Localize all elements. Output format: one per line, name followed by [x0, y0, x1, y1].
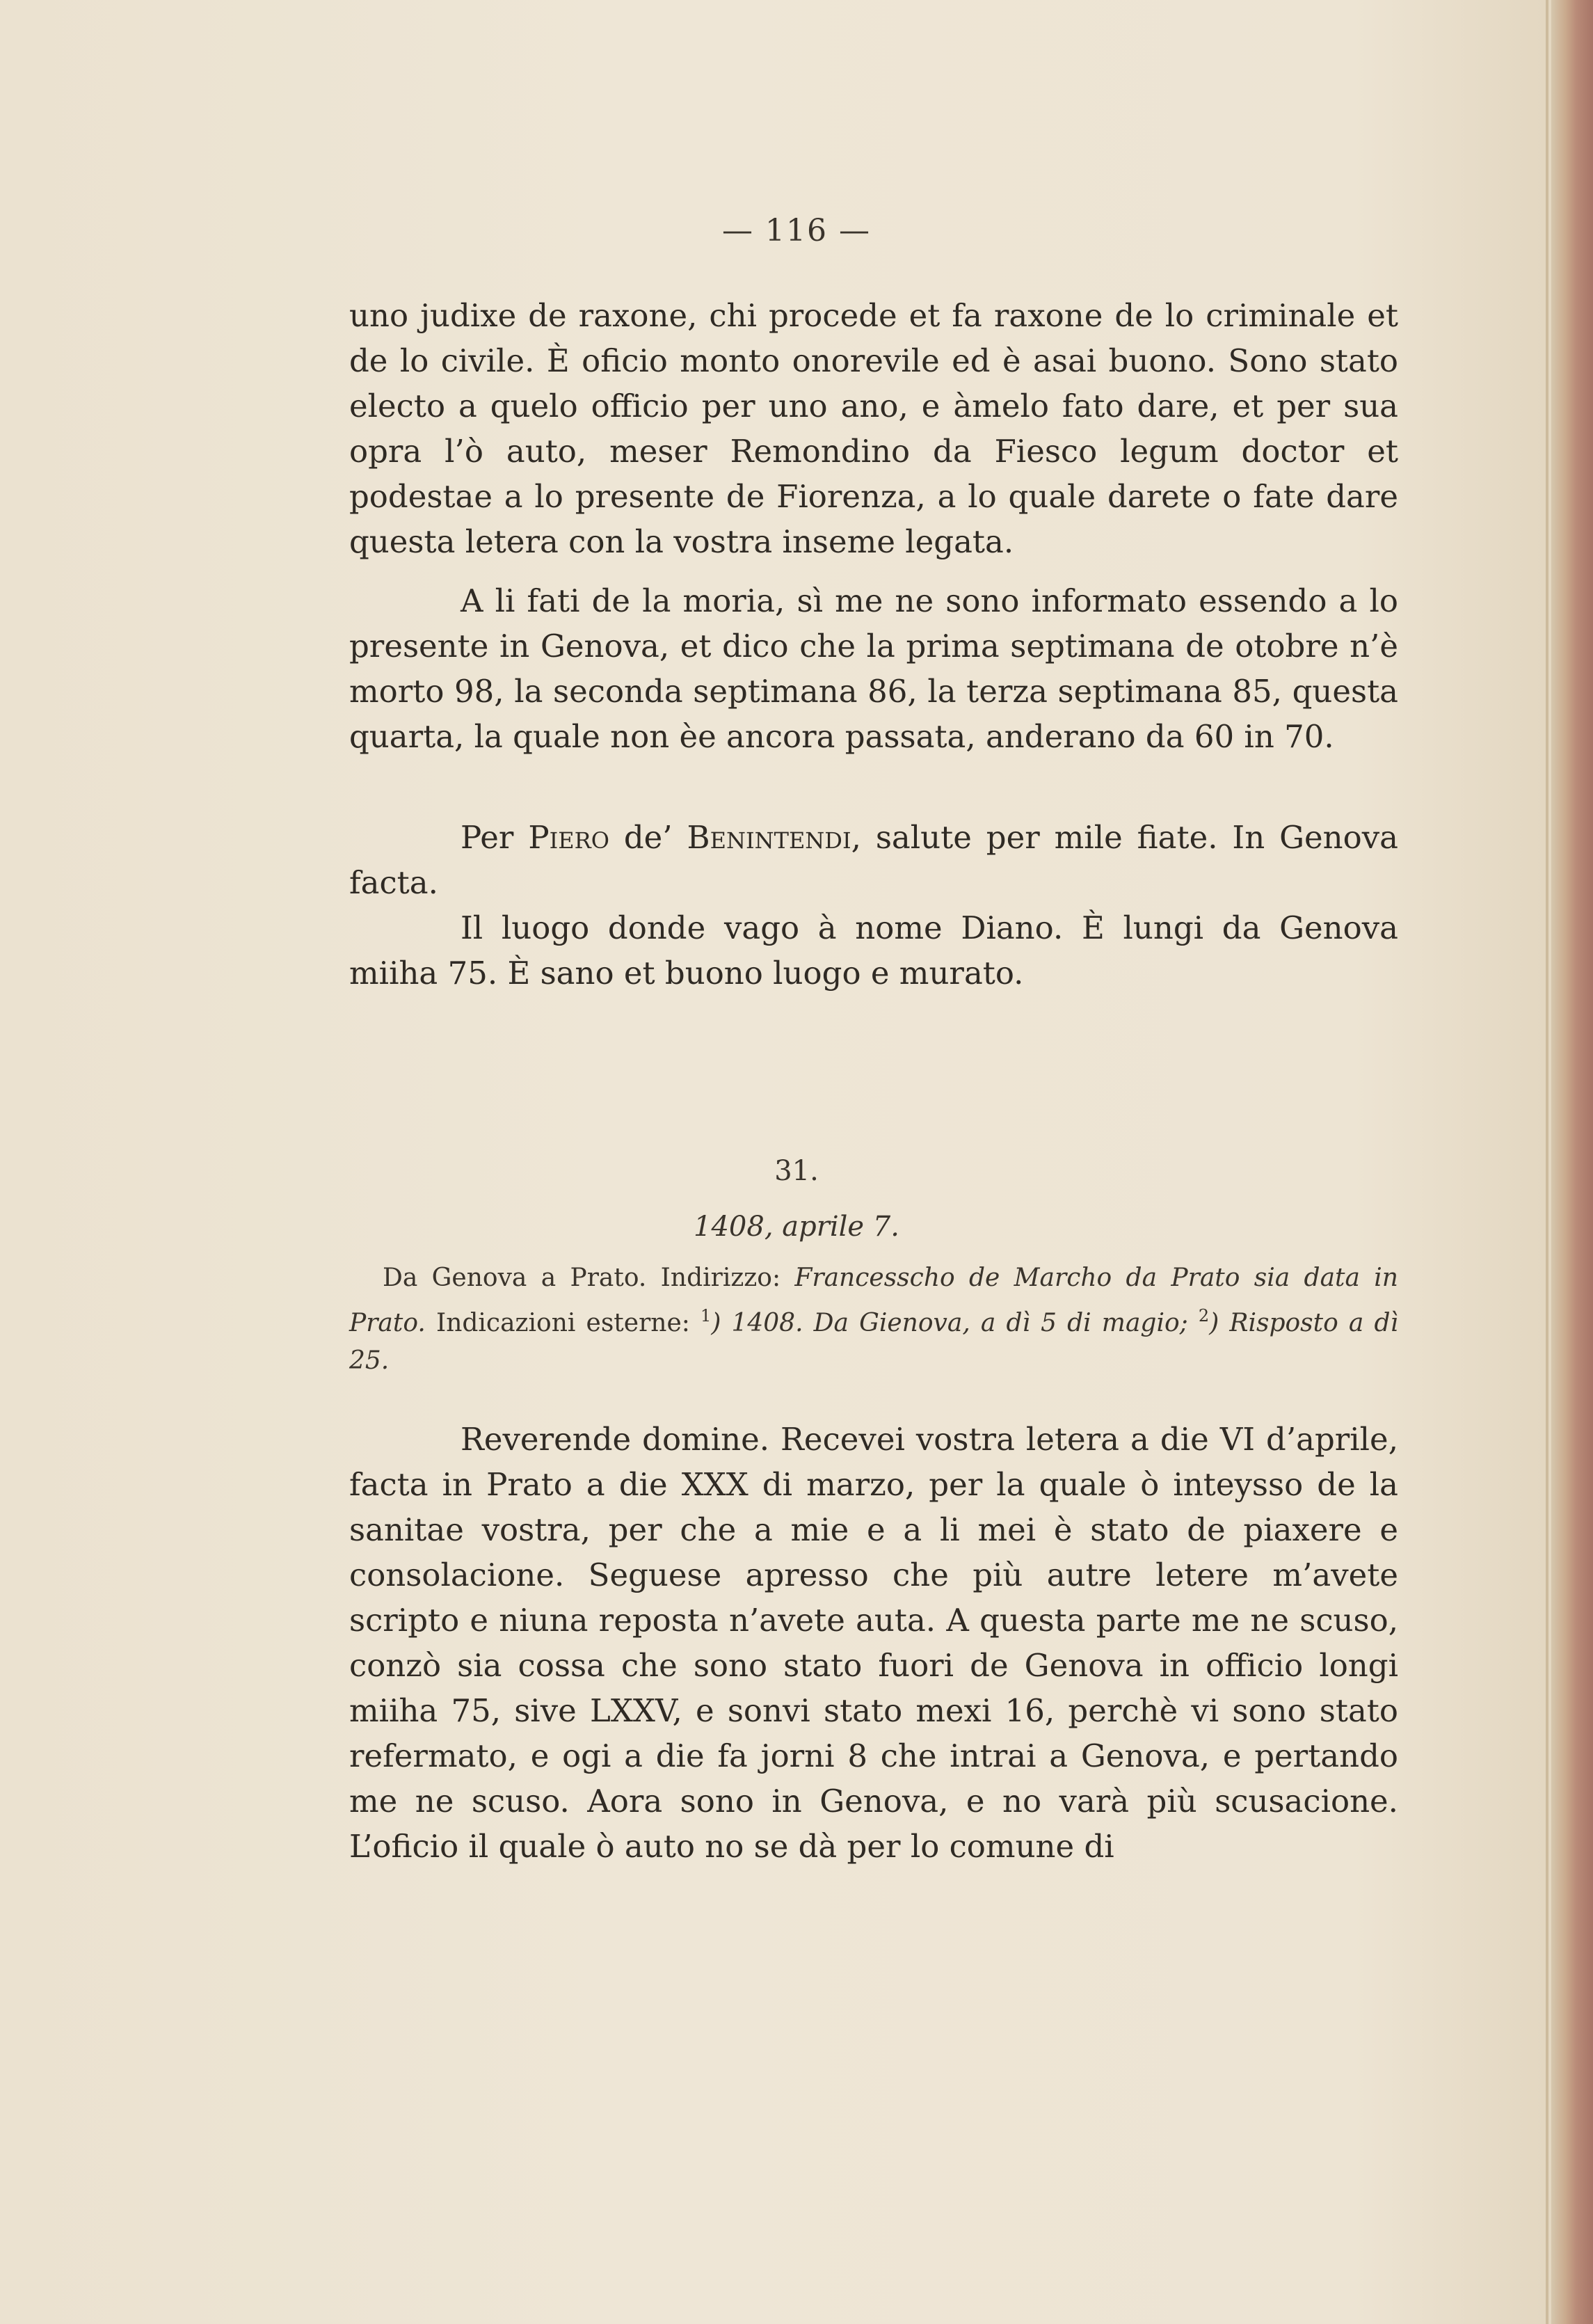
signature-paragraph: [349, 815, 1398, 905]
letter-paragraph: Reverende domine. Recevei vostra letera a die VI d’aprile, facta in Prato a die XXX di marzo, per la quale ò inteysso de la sanitae vostra, per che a mie e a li mei è stato de piaxere e consolacione. Seguese apresso che più autre letere m’avete scripto e niuna reposta n’avete auta. A questa parte me ne scuso, conzò sia cossa che sono stato fuori de Genova in officio longi miiha 75, sive LXXV, e sonvi stato mexi 16, perchè vi sono stato refermato, e ogi a die fa jorni 8 che intrai a Genova, e pertando me ne scuso. Aora sono in Genova, e no varà più scusacione. L’oficio il quale ò auto no se dà per lo comune di: [349, 1421, 1398, 1865]
note-mark-1: 1: [701, 1306, 712, 1326]
postscript-paragraph: Il luogo donde vago à nome Diano. È lungi da Genova miiha 75. È sano et buono luogo e murato.: [349, 909, 1398, 992]
note-mark-2: 2: [1198, 1306, 1210, 1326]
note-external-1: ) 1408. Da Gienova, a dì 5 di magio;: [711, 1309, 1188, 1337]
signature-prefix: Per: [461, 819, 529, 856]
signature-name-piero: Piero: [528, 819, 609, 856]
note-address: Francesscho de Marcho da Prato sia data in Prato.: [349, 1264, 1398, 1337]
signature-mid: de’: [609, 819, 687, 856]
note-text-1: Da Genova a Prato. Indirizzo:: [383, 1264, 795, 1292]
page-number: — 116 —: [722, 213, 871, 248]
note-text-2: Indicazioni esterne:: [425, 1309, 701, 1337]
document-note: [349, 1259, 1398, 1380]
signature-suffix: , salute per mile fiate. In Genova facta.: [349, 819, 1399, 901]
note-external-2: ) Risposto a dì 25.: [349, 1309, 1399, 1375]
signature-name-benintendi: Benintendi: [687, 819, 851, 856]
paragraph-2: A li fati de la moria, sì me ne sono informato essendo a lo presente in Genova, et dico che la prima septimana de otobre n’è morto 98, la seconda septimana 86, la terza septimana 85, questa quarta, la quale non èe ancora passata, anderano da 60 in 70.: [349, 582, 1398, 755]
document-number: 31.: [774, 1155, 819, 1187]
document-date: 1408, aprile 7.: [694, 1211, 899, 1243]
paragraph-1: uno judixe de raxone, chi procede et fa raxone de lo criminale et de lo civile. È oficio monto onorevile ed è asai buono. Sono stato electo a quelo officio per uno ano, e àmelo fato dare, et per sua opra l’ò auto, meser Remondino da Fiesco legum doctor et podestae a lo presente de Fiorenza, a lo quale darete o fate dare questa letera con la vostra inseme legata.: [349, 297, 1398, 560]
